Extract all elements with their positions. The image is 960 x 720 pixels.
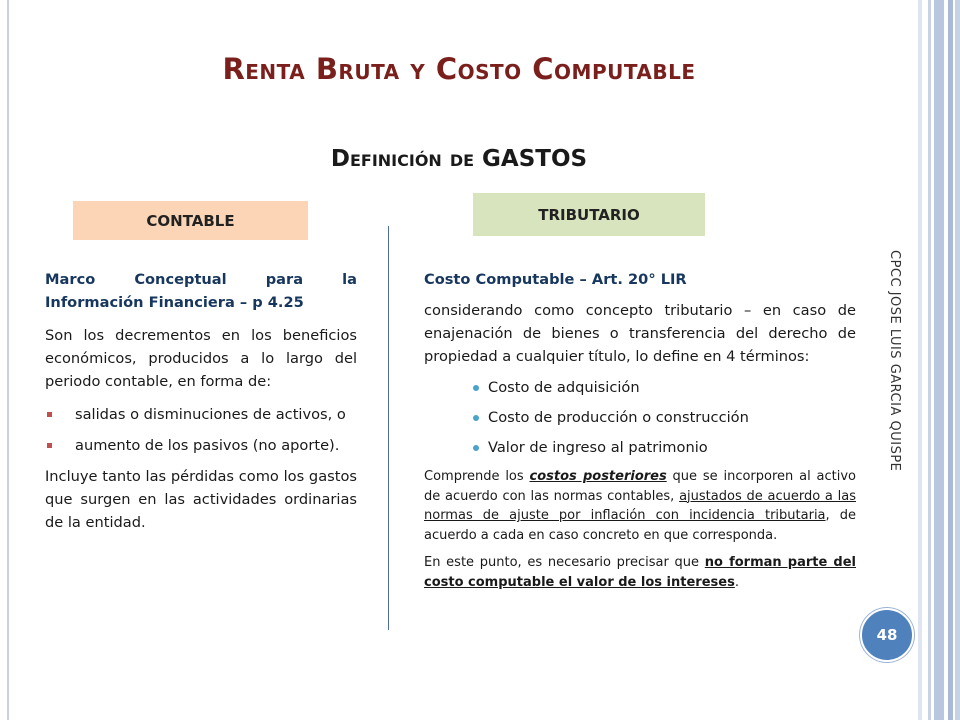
list-item: Costo de producción o construcción bbox=[488, 406, 856, 429]
column-divider bbox=[388, 226, 389, 630]
round-bullet-icon bbox=[473, 445, 479, 451]
list-item: Valor de ingreso al patrimonio bbox=[488, 436, 856, 459]
round-bullet-icon bbox=[473, 385, 479, 391]
tributario-definition: considerando como concepto tributario – en caso de enajenación de bienes o transferencia del derecho de propiedad a cualquier título, lo define en 4 términos: bbox=[424, 302, 856, 365]
right-decorative-stripes bbox=[918, 0, 960, 720]
tributario-heading: Costo Computable – Art. 20° LIR bbox=[424, 271, 687, 288]
slide-subtitle bbox=[0, 146, 918, 172]
subtitle-prefix: Definición de bbox=[330, 146, 483, 172]
square-bullet-icon bbox=[47, 412, 52, 417]
left-border-rule bbox=[7, 0, 9, 720]
slide-title: Renta Bruta y Costo Computable bbox=[222, 52, 696, 86]
costos-posteriores-paragraph: Comprende los costos posteriores que se incorporen al activo de acuerdo con las normas contables, ajustados de acuerdo a las normas de ajuste por inflación con incidencia tributaria, de acuerdo a cada en caso concreto en que corresponda. bbox=[424, 469, 857, 543]
tributario-column bbox=[424, 268, 856, 600]
costos-posteriores-emphasis: costos posteriores bbox=[529, 469, 667, 484]
page-number-badge: 48 bbox=[860, 608, 914, 662]
author-vertical-label: CPCC JOSE LUIS GARCIA QUISPE bbox=[887, 250, 902, 472]
contable-bullet-list bbox=[45, 403, 357, 457]
list-item: salidas o disminuciones de activos, o bbox=[45, 403, 357, 426]
contable-note: Incluye tanto las pérdidas como los gastos que surgen en las actividades ordinarias de la entidad. bbox=[45, 468, 357, 531]
list-item: Costo de adquisición bbox=[488, 376, 856, 399]
round-bullet-icon bbox=[473, 415, 479, 421]
contable-heading: Marco Conceptual para la Información Financiera – p 4.25 bbox=[45, 271, 357, 311]
tributario-label-box: TRIBUTARIO bbox=[473, 193, 705, 236]
contable-column bbox=[45, 268, 357, 544]
square-bullet-icon bbox=[47, 443, 52, 448]
ajuste-inflacion-underline: ajustados de acuerdo a las normas de ajuste por inflación con incidencia tributaria bbox=[424, 488, 856, 523]
tributario-bullet-list bbox=[424, 376, 856, 459]
intereses-paragraph: En este punto, es necesario precisar que no forman parte del costo computable el valor de los intereses. bbox=[424, 555, 857, 590]
subtitle-keyword: GASTOS bbox=[482, 146, 588, 172]
list-item: aumento de los pasivos (no aporte). bbox=[45, 434, 357, 457]
intereses-emphasis: no forman parte del costo computable el valor de los intereses bbox=[424, 555, 857, 590]
contable-label-box: CONTABLE bbox=[73, 201, 308, 240]
contable-definition: Son los decrementos en los beneficios económicos, producidos a lo largo del periodo contable, en forma de: bbox=[45, 327, 357, 390]
